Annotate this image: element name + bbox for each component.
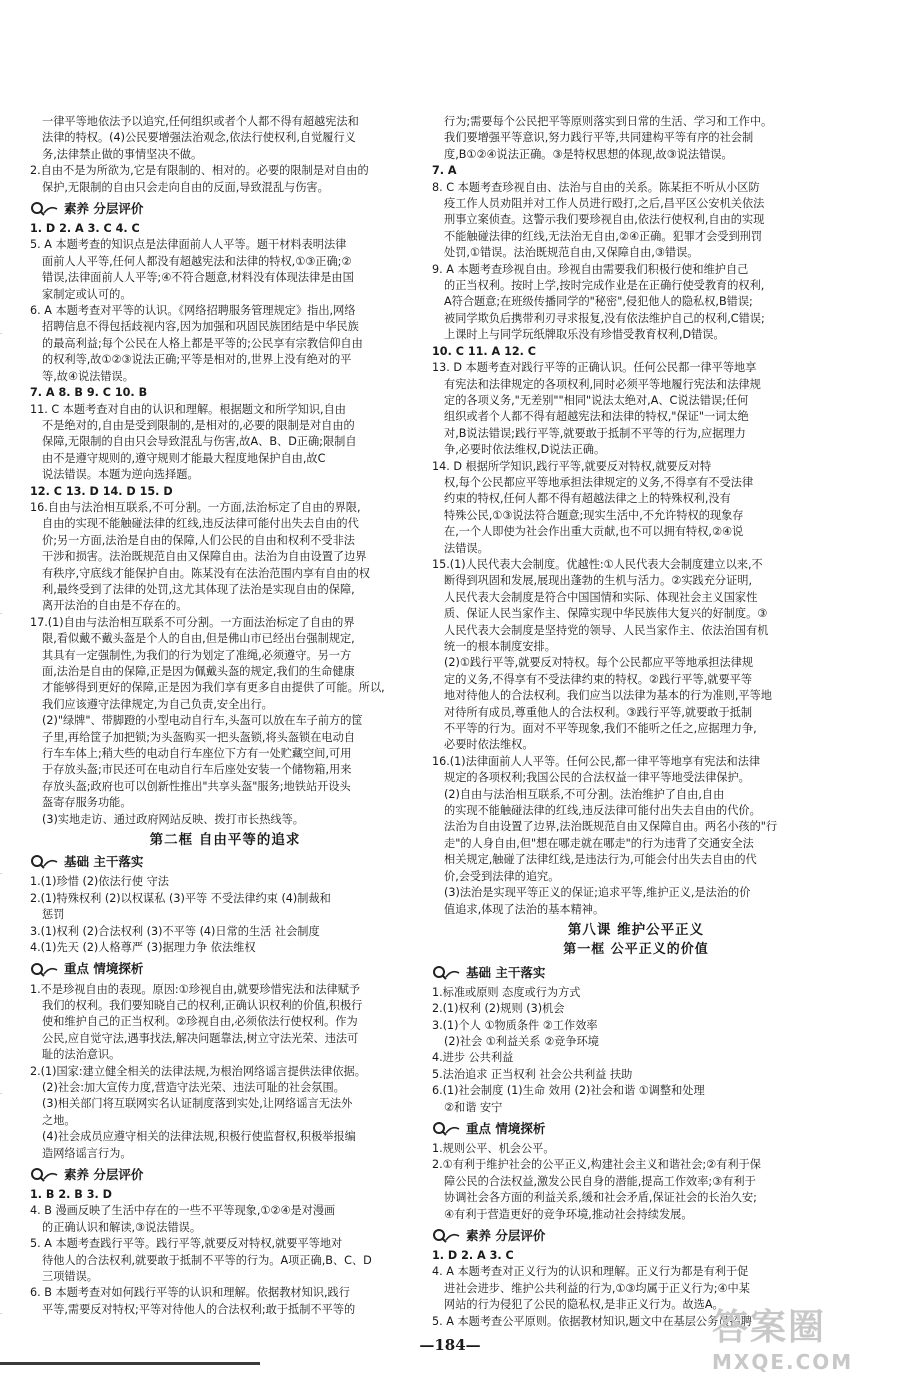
- text-line: 说法错误。本题为逆向选择题。: [42, 468, 199, 482]
- text-line: 错误,法律面前人人平等;④不符合题意,材料没有体现法律是由国: [42, 271, 354, 285]
- answer-row: 1. D 2. A 3. C: [432, 1249, 514, 1262]
- answer-row: 1. B 2. B 3. D: [30, 1187, 112, 1201]
- text-line: 一律平等地依法予以追究,任何组织或者个人都不得有超越宪法和: [42, 115, 359, 128]
- text-line: 3.(1)权利 (2)合法权利 (3)不平等 (4)日常的生活 社会制度: [30, 924, 320, 938]
- text-line: 行车车体上;稍大些的电动自行车座位下方有一处贮藏空间,可用: [42, 747, 352, 761]
- section-header-basics: [432, 963, 840, 983]
- text-line: 的权利等,故①②③说法正确;平等是相对的,世界上没有绝对的平: [42, 353, 352, 367]
- text-line: 使和维护自己的正当权利。②珍视自由,必须依法行使权利。作为: [42, 1015, 358, 1029]
- answer-row: 7. A 8. B 9. C 10. B: [30, 386, 148, 400]
- text-line: 家制定或认可的。: [42, 287, 132, 301]
- text-line: 在,一个人即使为社会作出重大贡献,也不可以拥有特权,②④说: [444, 525, 744, 539]
- text-line: 11. C 本题考查对自由的认识和理解。根据题文和所学知识,自由: [30, 402, 346, 416]
- text-line: 法律的特权。(4)公民要增强法治观念,依法行使权利,自觉履行义: [42, 131, 356, 145]
- text-line: 我们应该遵守法律规定,为自己负责,安全出行。: [42, 697, 273, 711]
- text-line: 4. A 本题考查对正义行为的认识和理解。正义行为都是有利于促: [432, 1265, 749, 1279]
- frame-heading: 第一框 公平正义的价值: [563, 942, 709, 958]
- text-line: 耻的法治意识。: [42, 1048, 121, 1062]
- text-line: 5. A 本题考查公平原则。依据教材知识,题文中在基层公务员招聘: [432, 1314, 752, 1328]
- section-title: 重点 情境探析: [64, 961, 144, 977]
- text-line: 6. A 本题考查对平等的认识。《网络招聘服务管理规定》指出,网络: [30, 304, 356, 318]
- text-line: 被同学欺负后携带利刃寻求报复,没有依法维护自己的权利,C错误;: [444, 311, 765, 325]
- text-line: 盔寄存服务功能。: [42, 796, 132, 810]
- text-line: 才能够得到更好的保障,正是因为我们享有更多自由提供了可能。所以,: [42, 681, 385, 695]
- text-line: 6.(1)社会制度 (1)生命 效用 (2)社会和谐 ①调整和处理: [432, 1084, 705, 1098]
- text-line: 相关规定,触碰了法律红线,是违法行为,可能会付出失去自由的代: [444, 853, 757, 867]
- text-line: 面,法治是自由的保障,正是因为佩戴头盔的规定,我们的生命健康: [42, 665, 355, 678]
- magnifier-icon: [30, 962, 58, 978]
- text-line: 特殊公民,①③说法符合题意;现实生活中,不允许特权的现象存: [444, 508, 744, 522]
- text-line: 2.(1)国家:建立健全相关的法律法规,为根治网络谣言提供法律依据。: [30, 1064, 366, 1078]
- text-line: (2)自由与法治相互联系,不可分割。法治维护了自由,自由: [444, 787, 725, 801]
- section-header-basics: [30, 852, 420, 872]
- text-line: 保障,无限制的自由只会导致混乱与伤害,故A、B、D正确;限制自: [42, 435, 357, 449]
- magnifier-icon: [432, 1228, 460, 1244]
- text-line: 组织或者个人都不得有超越宪法和法律的特权,"保证"一词太绝: [444, 410, 749, 424]
- section-header-literacy: [30, 1165, 420, 1185]
- text-line: 障公民的合法权益,激发公民自身的潜能,提高工作效率;③有利于: [444, 1174, 756, 1188]
- text-line: 处罚,①错误。法治既规范自由,又保障自由,③错误。: [444, 246, 699, 260]
- text-line: 质、保证人民当家作主、保障实现中华民族伟大复兴的好制度。③: [444, 607, 768, 621]
- magnifier-icon: [432, 965, 460, 981]
- text-line: 4.(1)先天 (2)人格尊严 (3)据理力争 依法维权: [30, 941, 256, 955]
- bottom-rule: [0, 1362, 260, 1365]
- text-line: 面前人人平等,任何人都没有超越宪法和法律的特权,①③正确;②: [42, 254, 352, 268]
- text-line: (3)相关部门将互联网实名认证制度落到实处,让网络谣言无法外: [42, 1097, 353, 1111]
- text-line: 争,必要时依法维权,D说法正确。: [444, 443, 606, 457]
- text-line: 断得到巩固和发展,展现出蓬勃的生机与活力。②实践充分证明,: [444, 574, 753, 588]
- text-line: 网站的行为侵犯了公民的隐私权,是非正义行为。故选A。: [444, 1298, 724, 1312]
- text-line: 2.(1)权利 (2)规则 (3)机会: [432, 1002, 565, 1016]
- text-line: 的实现不能触碰法律的红线,违反法律可能付出失去自由的代价。: [444, 804, 761, 818]
- text-line: 待他人的合法权利,就要敢于抵制不平等的行为。A项正确,B、C、D: [42, 1253, 372, 1267]
- watermark-url: MXQE.COM: [712, 1350, 854, 1374]
- text-line: 由不是遵守规则的,遵守规则才能最大程度地保护自由,故C: [42, 451, 326, 465]
- text-line: A符合题意;在班级传播同学的"秘密",侵犯他人的隐私权,B错误;: [444, 295, 753, 309]
- section-title: 素养 分层评价: [64, 200, 144, 216]
- text-line: 5. A 本题考查践行平等。践行平等,就要反对特权,就要平等地对: [30, 1237, 343, 1251]
- text-line: 人民代表大会制度是符合中国国情和实际、体现社会主义国家性: [444, 590, 758, 604]
- text-line: 14. D 根据所学知识,践行平等,就要反对特权,就要反对特: [432, 459, 712, 473]
- text-line: 2.自由不是为所欲为,它是有限制的、相对的。必要的限制是对自由的: [30, 164, 369, 178]
- section-title: 素养 分层评价: [64, 1166, 144, 1182]
- text-line: 疫工作人员劝阻并对工作人员进行殴打,之后,昌平区公安机关依法: [444, 197, 765, 211]
- text-line: 4.进步 公共利益: [432, 1051, 514, 1065]
- text-line: 招聘信息不得包括歧视内容,因为加强和巩固民族团结是中华民族: [42, 320, 359, 334]
- text-line: 价,会受到法律的追究。: [444, 869, 560, 883]
- text-line: 不平等的行为。面对不平等现象,我们不能听之任之,应据理力争,: [444, 722, 757, 736]
- text-line: 造网络谣言行为。: [42, 1146, 132, 1160]
- binding-edge-marks: · · · · ·: [0, 330, 3, 1318]
- text-line: 的最高利益;每个公民在人格上都是平等的;公民享有宗教信仰自由: [42, 336, 363, 350]
- magnifier-icon: [30, 854, 58, 870]
- text-line: 1.不是珍视自由的表现。原因:①珍视自由,就要珍惜宪法和法律赋予: [30, 982, 361, 996]
- text-line: 2.①有利于维护社会的公平正义,构建社会主义和谐社会;②有利于保: [432, 1158, 761, 1172]
- text-line: 3.(1)个人 ①物质条件 ②工作效率: [432, 1018, 598, 1032]
- text-line: 子里,再给筐子加把锁;为头盔购买一把头盔锁,将头盔锁在电动自: [42, 730, 355, 744]
- text-line: 有宪法和法律规定的各项权利,同时必须平等地履行宪法和法律规: [444, 377, 761, 391]
- text-line: (2)①践行平等,就要反对特权。每个公民都应平等地承担法律规: [444, 656, 754, 670]
- text-line: 对,B说法错误;践行平等,就要敢于抵制不平等的行为,应据理力: [444, 426, 746, 440]
- text-line: 等,故④说法错误。: [42, 369, 134, 383]
- answer-row: 7. A: [432, 164, 457, 178]
- text-line: 其具有一定强制性,为我们的行为划定了准绳,必须遵守。另一方: [42, 648, 352, 662]
- text-line: 统一的根本制度安排。: [444, 640, 556, 653]
- magnifier-icon: [30, 1167, 58, 1183]
- text-line: (4)社会成员应遵守相关的法律法规,积极行使监督权,积极举报编: [42, 1130, 356, 1144]
- text-line: 2.(1)特殊权利 (2)以权谋私 (3)平等 不受法律约束 (4)制裁和: [30, 891, 331, 905]
- text-line: 5. A 本题考查的知识点是法律面前人人平等。题干材料表明法律: [30, 238, 347, 252]
- section-title: 基础 主干落实: [466, 964, 546, 980]
- text-line: 对待所有成员,尊重他人的合法权利。③践行平等,就要敢于抵制: [444, 705, 753, 719]
- text-line: 规定的各项权利;我国公民的合法权益一律平等地受法律保护。: [444, 771, 750, 785]
- text-line: 于存放头盔;市民还可在电动自行车后座处安装一个储物箱,用来: [42, 763, 352, 777]
- section-title: 素养 分层评价: [466, 1227, 546, 1243]
- text-line: 地对待他人的合法权利。我们应当以法律为基本的行为准则,平等地: [444, 689, 772, 703]
- text-line: 16.(1)法律面前人人平等。任何公民,都一律平等地享有宪法和法律: [432, 754, 761, 768]
- text-line: (2)社会:加大宣传力度,营造守法光荣、违法可耻的社会氛围。: [42, 1080, 345, 1094]
- text-line: 我们的权利。我们要知晓自己的权利,正确认识权利的价值,积极行: [42, 998, 363, 1012]
- text-line: (2)社会 ①利益关系 ②竞争环境: [444, 1034, 599, 1048]
- text-line: 定的义务,不得享有不受法律约束的特权。②践行平等,就要平等: [444, 672, 753, 686]
- frame-heading: 第二框 自由平等的追求: [149, 832, 301, 849]
- text-line: 进社会进步、维护公共利益的行为,①③均属于正义行为;④中某: [444, 1281, 750, 1295]
- answer-row: 1. D 2. A 3. C 4. C: [30, 222, 140, 236]
- text-line: 之地。: [42, 1113, 76, 1127]
- answer-row: 12. C 13. D 14. D 15. D: [30, 484, 173, 498]
- text-line: 17.(1)自由与法治相互联系不可分割。一方面法治标定了自由的界: [30, 615, 355, 629]
- watermark-text: 答案圈: [712, 1307, 827, 1348]
- text-line: 保护,无限制的自由只会走向自由的反面,导致混乱与伤害。: [42, 180, 329, 194]
- text-line: 16.自由与法治相互联系,不可分割。一方面,法治标定了自由的界限,: [30, 500, 361, 514]
- text-line: 惩罚: [42, 908, 65, 922]
- text-line: 刑事立案侦查。这警示我们要珍视自由,依法行使权利,自由的实现: [444, 213, 765, 227]
- text-line: 13. D 本题考查对践行平等的正确认识。任何公民都一律平等地享: [432, 361, 757, 375]
- right-column: [432, 114, 840, 1330]
- text-line: 权,每个公民都应平等地承担法律规定的义务,不得享有不受法律: [444, 475, 754, 489]
- text-line: 有秩序,守底线才能保护自由。陈某没有在法治范围内享有自由的权: [42, 566, 370, 580]
- text-line: (3)实地走访、通过政府网站反映、拨打市长热线等。: [42, 812, 304, 826]
- text-line: 1.(1)珍惜 (2)依法行使 守法: [30, 875, 169, 889]
- text-line: 6. B 本题考查对如何践行平等的认识和理解。依据教材知识,践行: [30, 1286, 350, 1300]
- section-header-literacy: [30, 199, 420, 219]
- text-line: 法治为自由设置了边界,法治既规范自由又保障自由。两名小孩的"行: [444, 820, 778, 834]
- text-line: 价;另一方面,法治是自由的保障,人们公民的自由和权利不受非法: [42, 533, 355, 547]
- section-title: 基础 主干落实: [64, 854, 144, 870]
- text-line: 三项错误。: [42, 1270, 98, 1283]
- text-line: 的正确认识和解读,③说法错误。: [42, 1220, 202, 1234]
- section-header-key-points: [30, 960, 420, 980]
- left-column: [30, 114, 420, 1318]
- text-line: 行为;需要每个公民把平等原则落实到日常的生活、学习和工作中。: [444, 115, 773, 128]
- text-line: 不能触碰法律的红线,无法治无自由,②④正确。犯罪才会受到刑罚: [444, 229, 763, 243]
- text-line: 人民代表大会制度是坚持党的领导、人民当家作主、依法治国有机: [444, 623, 769, 637]
- text-line: 利,最终受到了法律的处罚,这尤其体现了法治是实现自由的保障,: [42, 582, 355, 596]
- magnifier-icon: [30, 201, 58, 217]
- lesson-heading: 第八课 维护公平正义: [567, 921, 705, 938]
- text-line: 干涉和损害。法治既规范自由又保障自由。法治为自由设置了边界: [42, 550, 367, 564]
- text-line: ④有利于营造更好的竞争环境,推动社会持续发展。: [444, 1207, 693, 1221]
- text-line: 15.(1)人民代表大会制度。优越性:①人民代表大会制度建立以来,不: [432, 557, 763, 571]
- text-line: 自由的实现不能触碰法律的红线,违反法律可能付出失去自由的代: [42, 517, 359, 531]
- text-line: 9. A 本题考查珍视自由。珍视自由需要我们积极行使和维护自己: [432, 262, 749, 276]
- text-line: 5.法治追求 正当权利 社会公共利益 扶助: [432, 1067, 633, 1081]
- page-number: —184—: [419, 1336, 481, 1354]
- text-line: 务,法律禁止做的事情坚决不做。: [42, 147, 203, 161]
- text-line: 的正当权利。按时上学,按时完成作业是在正确行使受教育的权利,: [444, 279, 765, 293]
- text-line: 度,B①②④说法正确。③是特权思想的体现,故③说法错误。: [444, 147, 733, 161]
- text-line: 公民,应自觉守法,遇事找法,解决问题靠法,树立守法光荣、违法可: [42, 1031, 359, 1045]
- text-line: (3)法治是实现平等正义的保证;追求平等,维护正义,是法治的价: [444, 886, 751, 900]
- text-line: 1.规则公平、机会公平。: [432, 1141, 555, 1155]
- text-line: 4. B 漫画反映了生活中存在的一些不平等现象,①②④是对漫画: [30, 1204, 336, 1218]
- text-line: 协调社会各方面的利益关系,缓和社会矛盾,保证社会的长治久安;: [444, 1191, 757, 1205]
- text-line: (2)"绿牌"、带脚蹬的小型电动自行车,头盔可以放在车子前方的筐: [42, 714, 363, 728]
- section-title: 重点 情境探析: [466, 1120, 546, 1136]
- text-line: 值追求,体现了法治的基本精神。: [444, 902, 605, 916]
- text-line: 必要时依法维权。: [444, 738, 534, 752]
- text-line: 1.标准或原则 态度或行为方式: [432, 985, 581, 999]
- text-line: 法错误。: [444, 541, 489, 555]
- text-line: 离开法治的自由是不存在的。: [42, 599, 188, 613]
- section-header-key-points: [432, 1119, 840, 1139]
- text-line: 存放头盔;政府也可以创新性推出"共享头盔"服务;地铁站开设头: [42, 779, 351, 793]
- section-header-literacy: [432, 1226, 840, 1246]
- text-line: 约束的特权,任何人都不得有超越法律之上的特殊权利,没有: [444, 492, 731, 506]
- text-line: 不是绝对的,自由是受到限制的,是相对的,必要的限制是对自由的: [42, 418, 355, 432]
- text-line: 上课时上与同学玩纸牌取乐没有珍惜受教育权利,D错误。: [444, 328, 725, 342]
- text-line: ②和谐 安宁: [444, 1100, 503, 1114]
- text-line: 8. C 本题考查珍视自由、法治与自由的关系。陈某拒不听从小区防: [432, 180, 760, 194]
- text-line: 定的各项义务,"无差别""相同"说法太绝对,A、C说法错误;任何: [444, 393, 749, 407]
- watermark: [712, 1306, 892, 1386]
- text-line: 我们要增强平等意识,努力践行平等,共同建构平等有序的社会制: [444, 131, 754, 145]
- magnifier-icon: [432, 1121, 460, 1137]
- text-line: 走"的人身自由,但"想在哪走就在哪走"的行为违背了交通安全法: [444, 836, 754, 850]
- text-line: 限,看似戴不戴头盔是个人的自由,但是佛山市已经出台强制规定,: [42, 632, 355, 646]
- answer-row: 10. C 11. A 12. C: [432, 344, 537, 358]
- text-line: 平等,需要反对特权;平等对待他人的合法权利;敢于抵制不平等的: [42, 1302, 356, 1316]
